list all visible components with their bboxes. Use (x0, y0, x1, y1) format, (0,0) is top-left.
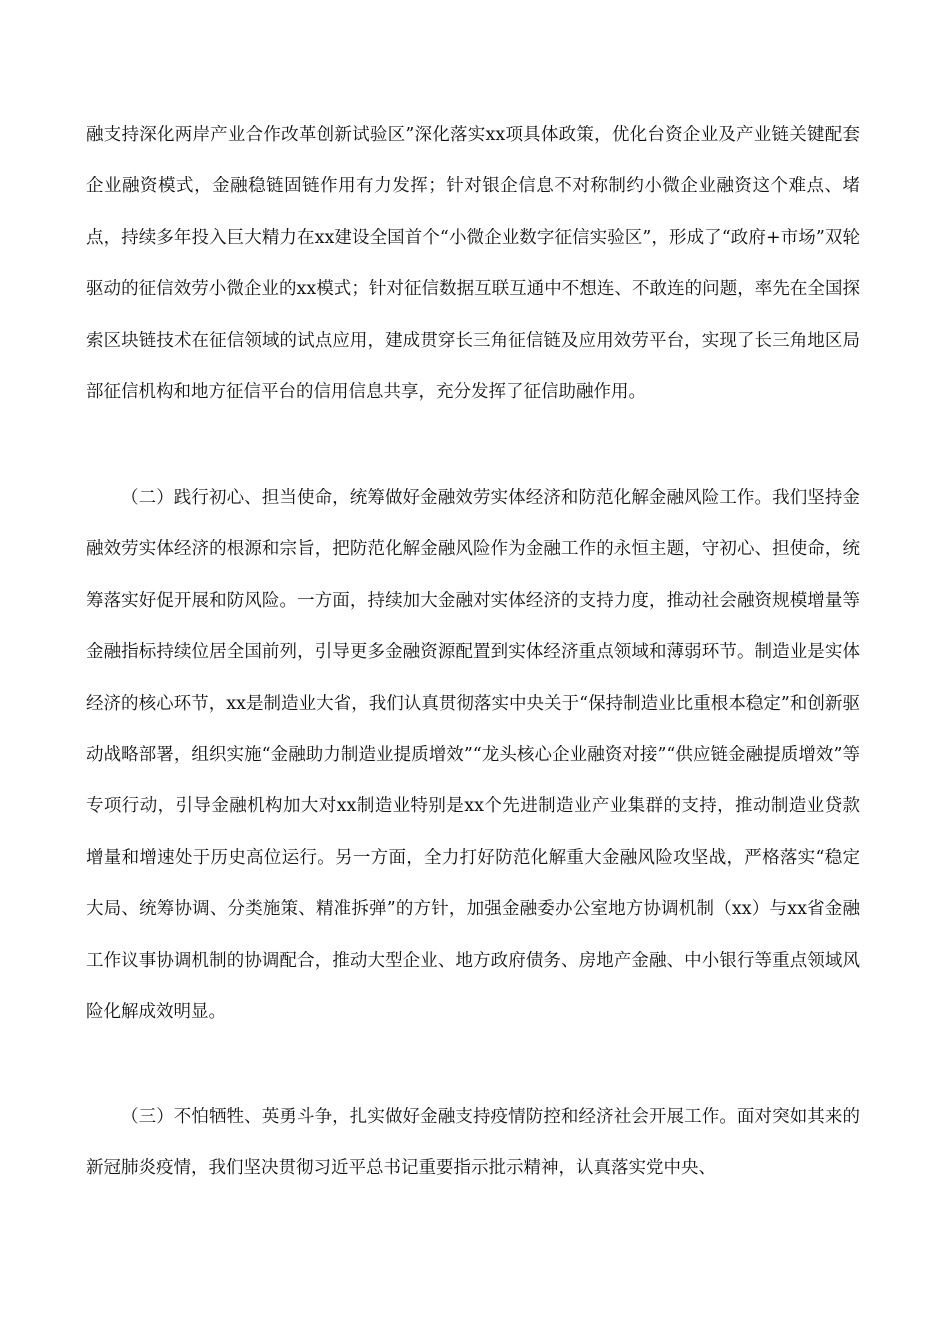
paragraph-continuation: 融支持深化两岸产业合作改革创新试验区”深化落实xx项具体政策，优化台资企业及产业链关键配套企业融资模式，金融稳链固链作用有力发挥；针对银企信息不对称制约小微企业融资这个难点、堵点，持续多年投入巨大精力在xx建设全国首个“小微企业数字征信实验区”，形成了“政府+市场”双轮驱动的征信效劳小微企业的xx模式；针对征信数据互联互通中不想连、不敢连的问题，率先在全国探索区块链技术在征信领域的试点应用，建成贯穿长三角征信链及应用效劳平台，实现了长三角地区局部征信机构和地方征信平台的信用信息共享，充分发挥了征信助融作用。 (86, 125, 860, 403)
paragraph-section-two: （二）践行初心、担当使命，统筹做好金融效劳实体经济和防范化解金融风险工作。我们坚持金融效劳实体经济的根源和宗旨，把防范化解金融风险作为金融工作的永恒主题，守初心、担使命，统筹落实好促开展和防风险。一方面，持续加大金融对实体经济的支持力度，推动社会融资规模增量等金融指标持续位居全国前列，引导更多金融资源配置到实体经济重点领域和薄弱环节。制造业是实体经济的核心环节，xx是制造业大省，我们认真贯彻落实中央关于“保持制造业比重根本稳定”和创新驱动战略部署，组织实施“金融助力制造业提质增效”“龙头核心企业融资对接”“供应链金融提质增效”等专项行动，引导金融机构加大对xx制造业特别是xx个先进制造业产业集群的支持，推动制造业贷款增量和增速处于历史高位运行。另一方面，全力打好防范化解重大金融风险攻坚战，严格落实“稳定大局、统筹协调、分类施策、精准拆弹”的方针，加强金融委办公室地方协调机制（xx）与xx省金融工作议事协调机制的协调配合，推动大型企业、地方政府债务、房地产金融、中小银行等重点领域风险化解成效明显。 (86, 488, 860, 1023)
paragraph-section-three: （三）不怕牺牲、英勇斗争，扎实做好金融支持疫情防控和经济社会开展工作。面对突如其来的新冠肺炎疫情，我们坚决贯彻习近平总书记重要指示批示精神，认真落实党中央、 (86, 1107, 860, 1179)
